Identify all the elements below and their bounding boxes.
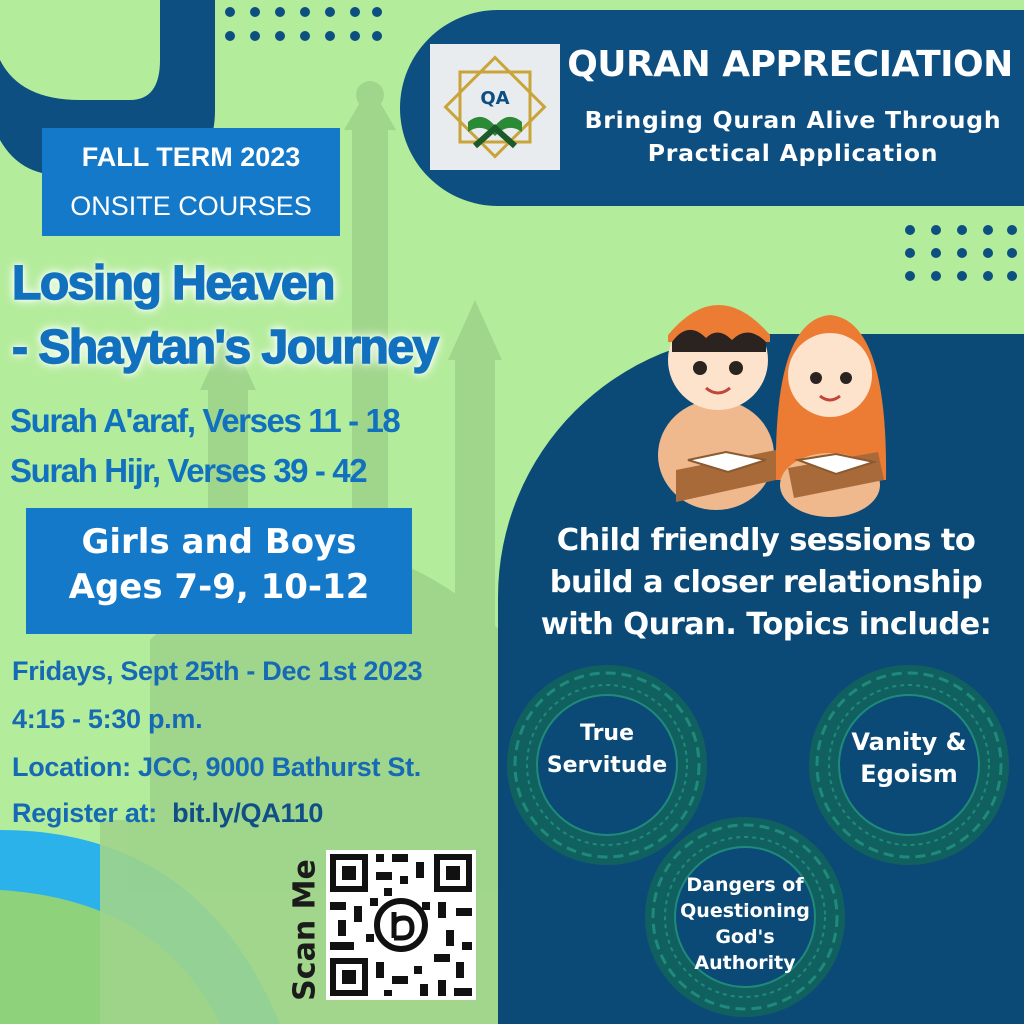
course-title-line-2: - Shaytan's Journey (12, 321, 438, 374)
pitch-line-1: Child friendly sessions to (556, 523, 976, 558)
brand-title: QURAN APPRECIATION (567, 44, 1013, 85)
topic-questioning-authority (640, 812, 850, 1022)
brand-logo (430, 44, 560, 170)
course-title (12, 252, 572, 380)
svg-text:QA: QA (480, 88, 510, 109)
register-label: Register at: (12, 798, 157, 828)
pitch-line-3: with Quran. Topics include: (540, 607, 992, 642)
registration (12, 798, 323, 829)
topic-3-line-3: God's (715, 926, 775, 948)
quran-book-icon (430, 44, 560, 170)
decorative-dots-top (224, 4, 384, 44)
verse-reference-2: Surah Hijr, Verses 39 - 42 (10, 452, 367, 489)
topic-3-line-2: Questioning (680, 900, 810, 922)
term-label: FALL TERM 2023 (81, 142, 301, 172)
topic-3-line-1: Dangers of (686, 874, 804, 896)
course-format-label: ONSITE COURSES (70, 191, 312, 221)
topic-2-line-2: Egoism (860, 760, 958, 788)
topic-3-line-4: Authority (694, 952, 796, 974)
schedule-dates: Fridays, Sept 25th - Dec 1st 2023 (12, 656, 423, 686)
qr-code-icon (326, 850, 476, 1000)
audience-line-1: Girls and Boys (81, 522, 357, 562)
location: Location: JCC, 9000 Bathurst St. (12, 752, 421, 782)
pitch-text (508, 520, 1024, 646)
tagline-line-1: Bringing Quran Alive Through (584, 106, 1002, 134)
svg-text:Scan Me: Scan Me (287, 859, 323, 1001)
topic-2-line-1: Vanity & (851, 728, 967, 756)
scan-me-label (286, 850, 326, 1010)
course-title-line-1: Losing Heaven (12, 257, 334, 310)
decorative-dots-right (902, 222, 1018, 284)
topic-1-line-1: True (579, 721, 635, 746)
audience-line-2: Ages 7-9, 10-12 (68, 567, 370, 607)
registration-qr-code[interactable] (326, 850, 476, 1000)
children-reading-illustration (648, 280, 898, 524)
topic-1-line-2: Servitude (546, 753, 668, 778)
tagline-line-2: Practical Application (647, 139, 939, 167)
pitch-line-2: build a closer relationship (549, 565, 983, 600)
brand-tagline (562, 104, 1024, 170)
audience-text (26, 520, 412, 610)
verse-reference-1: Surah A'araf, Verses 11 - 18 (10, 402, 400, 439)
schedule-time: 4:15 - 5:30 p.m. (12, 704, 203, 734)
register-link[interactable]: bit.ly/QA110 (172, 798, 324, 828)
